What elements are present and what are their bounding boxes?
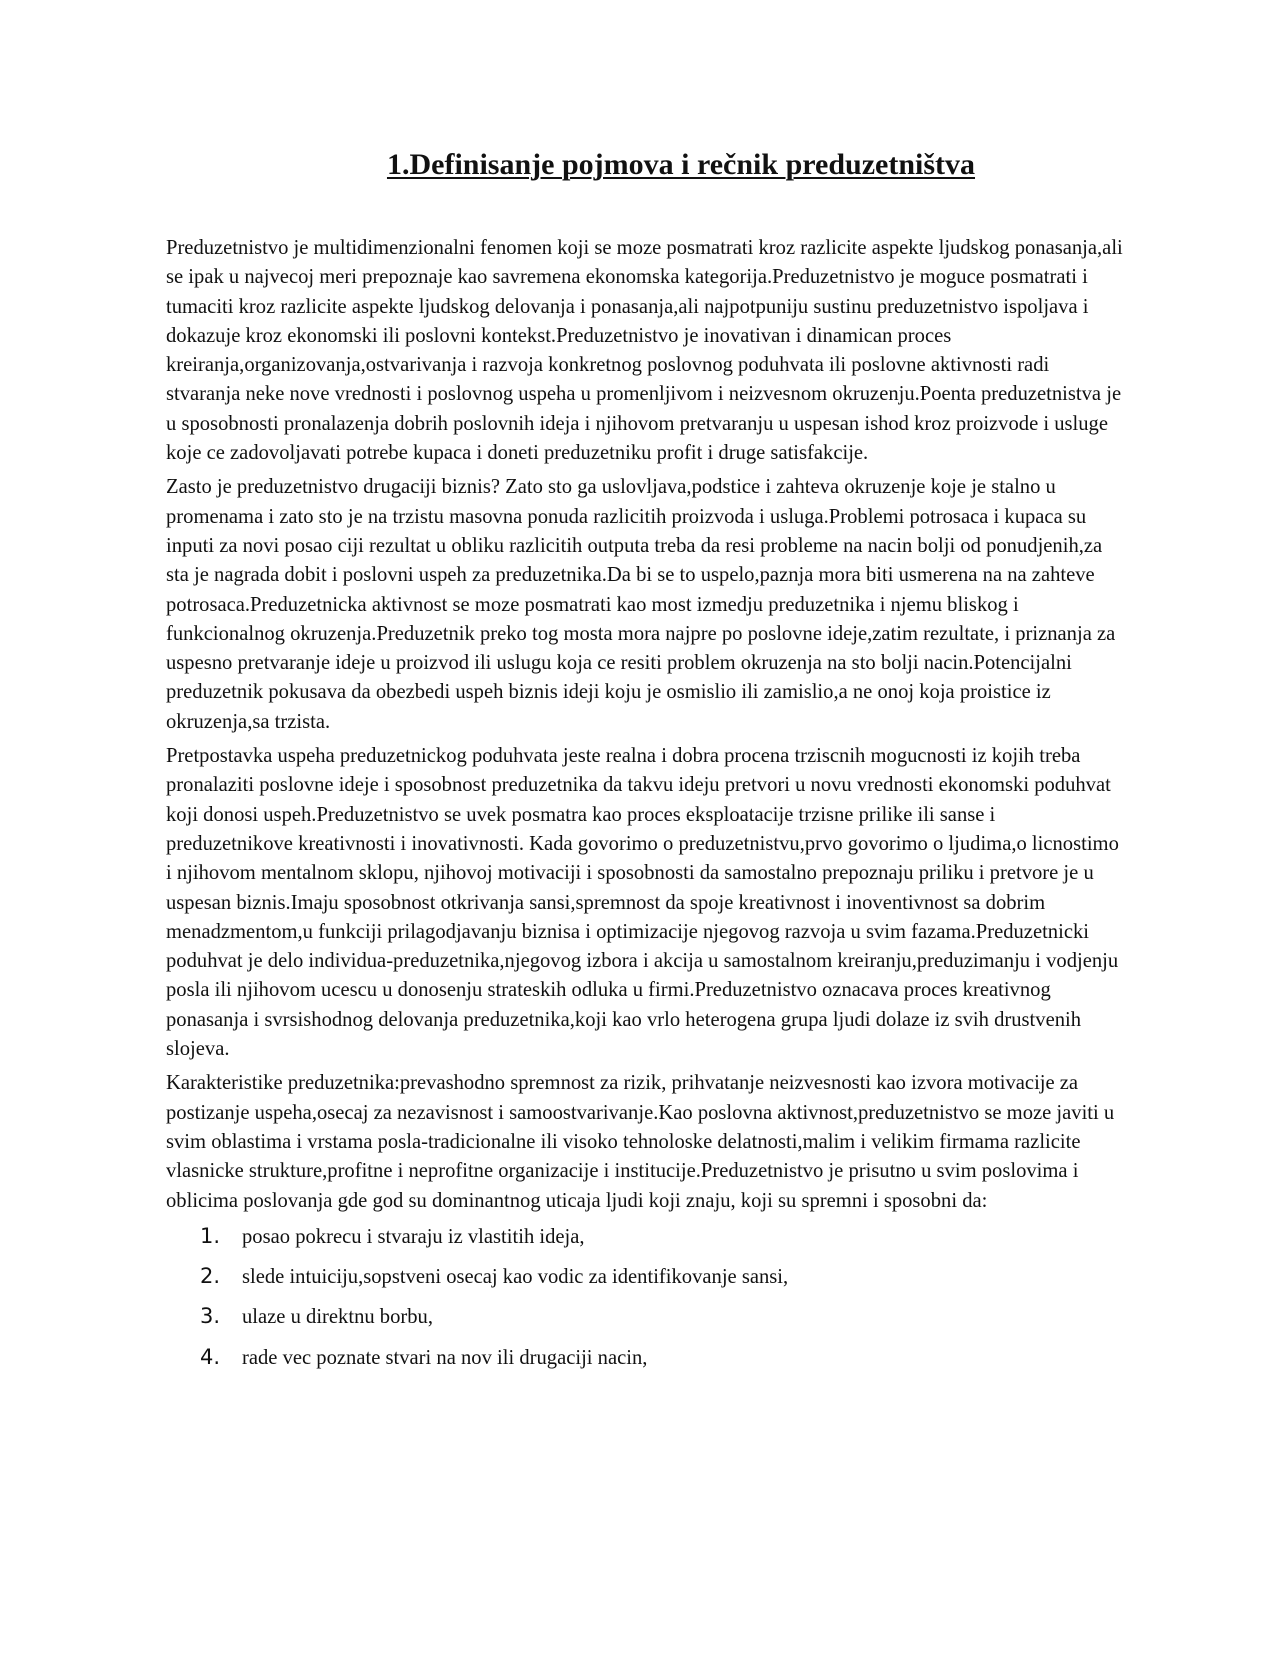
list-item-text: ulaze u direktnu borbu, bbox=[242, 1306, 434, 1329]
list-item bbox=[166, 1302, 1126, 1332]
page-title: 1.Definisanje pojmova i rečnik preduzetništva bbox=[386, 148, 976, 181]
list-item-number: 4. bbox=[200, 1344, 221, 1369]
numbered-list bbox=[166, 1222, 1126, 1373]
list-item bbox=[166, 1343, 1126, 1373]
list-item-number: 2. bbox=[200, 1264, 221, 1289]
list-item-number: 1. bbox=[200, 1223, 221, 1248]
list-item-text: slede intuiciju,sopstveni osecaj kao vodic za identifikovanje sansi, bbox=[242, 1266, 789, 1289]
document-body bbox=[166, 234, 1126, 1383]
paragraph-3: Pretpostavka uspeha preduzetnickog poduhvata jeste realna i dobra procena trziscnih mogucnosti iz kojih treba pronalaziti poslovne ideje i sposobnost preduzetnika da takvu ideju pretvori u novu vrednosti ekonomski poduhvat koji donosi uspeh.Preduzetnistvo se uvek posmatra kao proces eksploatacije trzisne prilike ili sanse i preduzetnikove kreativnosti i inovativnosti. Kada govorimo o preduzetnistvu,prvo govorimo o ljudima,o licnostimo i njihovom mentalnom sklopu, njihovoj motivaciji i sposobnosti da samostalno prepoznaju priliku i pretvore je u uspesan biznis.Imaju sposobnost otkrivanja sansi,spremnost da spoje kreativnost i inoventivnost sa dobrim menadzmentom,u funkciji prilagodjavanju biznisa i optimizacije njegovog razvoja u svim fazama.Preduzetnicki poduhvat je delo individua-preduzetnika,njegovog izbora i akcija u samostalnom kreiranju,preduzimanju i vodjenju posla ili njihovom ucescu u donosenju strateskih odluka u firmi.Preduzetnistvo oznacava proces kreativnog ponasanja i svrsishodnog delovanja preduzetnika,koji kao vrlo heterogena grupa ljudi dolaze iz svih drustvenih slojeva. bbox=[166, 745, 1119, 1061]
list-item-text: posao pokrecu i stvaraju iz vlastitih ideja, bbox=[242, 1225, 585, 1248]
list-item-text: rade vec poznate stvari na nov ili drugaciji nacin, bbox=[242, 1346, 648, 1369]
list-item bbox=[166, 1222, 1126, 1252]
list-item bbox=[166, 1262, 1126, 1292]
list-item-number: 3. bbox=[200, 1304, 221, 1329]
paragraph-2: Zasto je preduzetnistvo drugaciji biznis? Zato sto ga uslovljava,podstice i zahteva okruzenje koje je stalno u promenama i zato sto je na trzistu masovna ponuda razlicitih proizvoda i usluga.Problemi potrosaca i kupaca su inputi za novi posao ciji rezultat u obliku razlicitih outputa treba da resi probleme na nacin bolji od ponudjenih,za sta je nagrada dobit i poslovni uspeh za preduzetnika.Da bi se to uspelo,paznja mora biti usmerena na na zahteve potrosaca.Preduzetnicka aktivnost se moze posmatrati kao most izmedju preduzetnika i njemu bliskog i funkcionalnog okruzenja.Preduzetnik preko tog mosta mora najpre po poslovne ideje,zatim rezultate, i priznanja za uspesno pretvaranje ideje u proizvod ili uslugu koja ce resiti problem okruzenja na sto bolji nacin.Potencijalni preduzetnik pokusava da obezbedi uspeh biznis ideji koju je osmislio ili zamislio,a ne onoj koja proistice iz okruzenja,sa trzista. bbox=[166, 476, 1116, 733]
paragraph-4: Karakteristike preduzetnika:prevashodno spremnost za rizik, prihvatanje neizvesnosti kao izvora motivacije za postizanje uspeha,osecaj za nezavisnost i samoostvarivanje.Kao poslovna aktivnost,preduzetnistvo se moze javiti u svim oblastima i vrstama posla-tradicionalne ili visoko tehnoloske delatnosti,malim i velikim firmama razlicite vlasnicke strukture,profitne i neprofitne organizacije i institucije.Preduzetnistvo je prisutno u svim poslovima i oblicima poslovanja gde god su dominantnog uticaja ljudi koji znaju, koji su spremni i sposobni da: bbox=[166, 1072, 1115, 1212]
paragraph-1: Preduzetnistvo je multidimenzionalni fenomen koji se moze posmatrati kroz razlicite aspekte ljudskog ponasanja,ali se ipak u najvecoj meri prepoznaje kao savremena ekonomska kategorija.Preduzetnistvo je moguce posmatrati i tumaciti kroz razlicite aspekte ljudskog delovanja i ponasanja,ali najpotpuniju sustinu preduzetnistvo ispoljava i dokazuje kroz ekonomski ili poslovni kontekst.Preduzetnistvo je inovativan i dinamican proces kreiranja,organizovanja,ostvarivanja i razvoja konkretnog poslovnog poduhvata ili poslovne aktivnosti radi stvaranja neke nove vrednosti i poslovnog uspeha u promenljivom i neizvesnom okruzenju.Poenta preduzetnistva je u sposobnosti pronalazenja dobrih poslovnih ideja i njihovom pretvaranju u uspesan ishod kroz proizvode i usluge koje ce zadovoljavati potrebe kupaca i doneti preduzetniku profit i druge satisfakcije. bbox=[166, 237, 1123, 465]
